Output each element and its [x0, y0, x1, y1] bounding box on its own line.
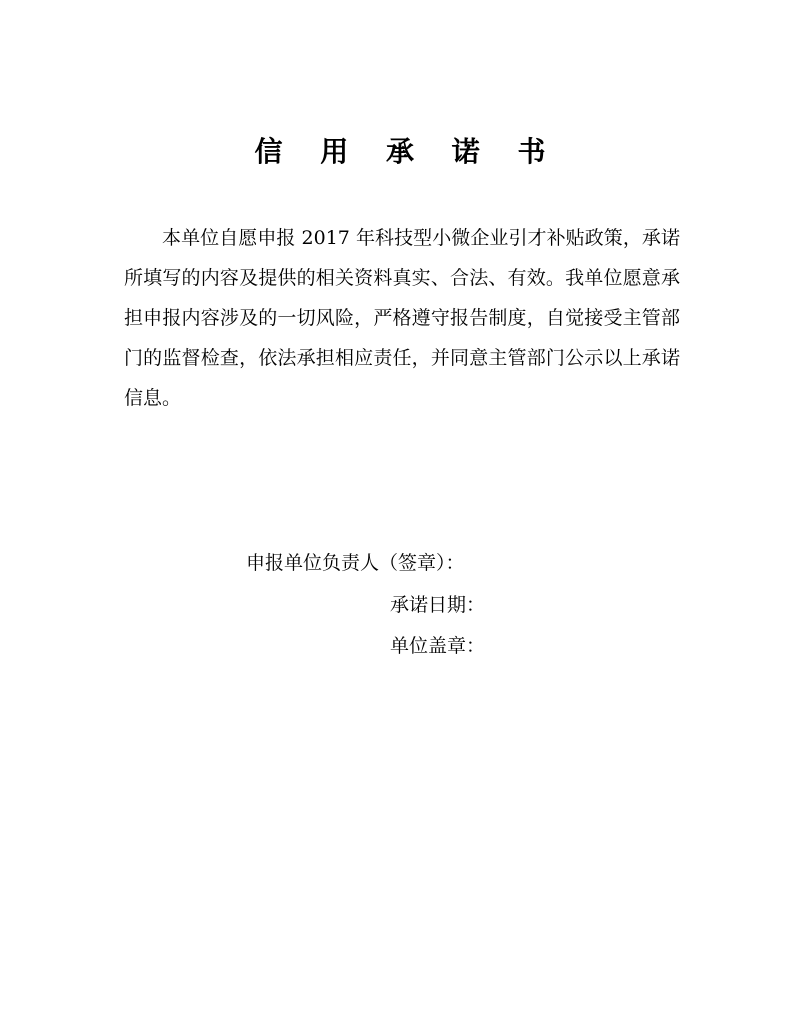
commitment-date-label: 承诺日期： — [390, 594, 486, 616]
commitment-paragraph: 本单位自愿申报 2017 年科技型小微企业引才补贴政策，承诺所填写的内容及提供的相关资料真实、合法、有效。我单位愿意承担申报内容涉及的一切风险，严格遵守报告制度，自觉接受主管部门的监督检查，依法承担相应责任，并同意主管部门公示以上承诺信息。 — [124, 227, 680, 409]
unit-seal-label: 单位盖章： — [390, 635, 486, 657]
commitment-body — [124, 218, 680, 418]
document-title: 信 用 承 诺 书 — [254, 135, 560, 168]
responsible-person-signature-label: 申报单位负责人（签章）： — [246, 552, 465, 574]
